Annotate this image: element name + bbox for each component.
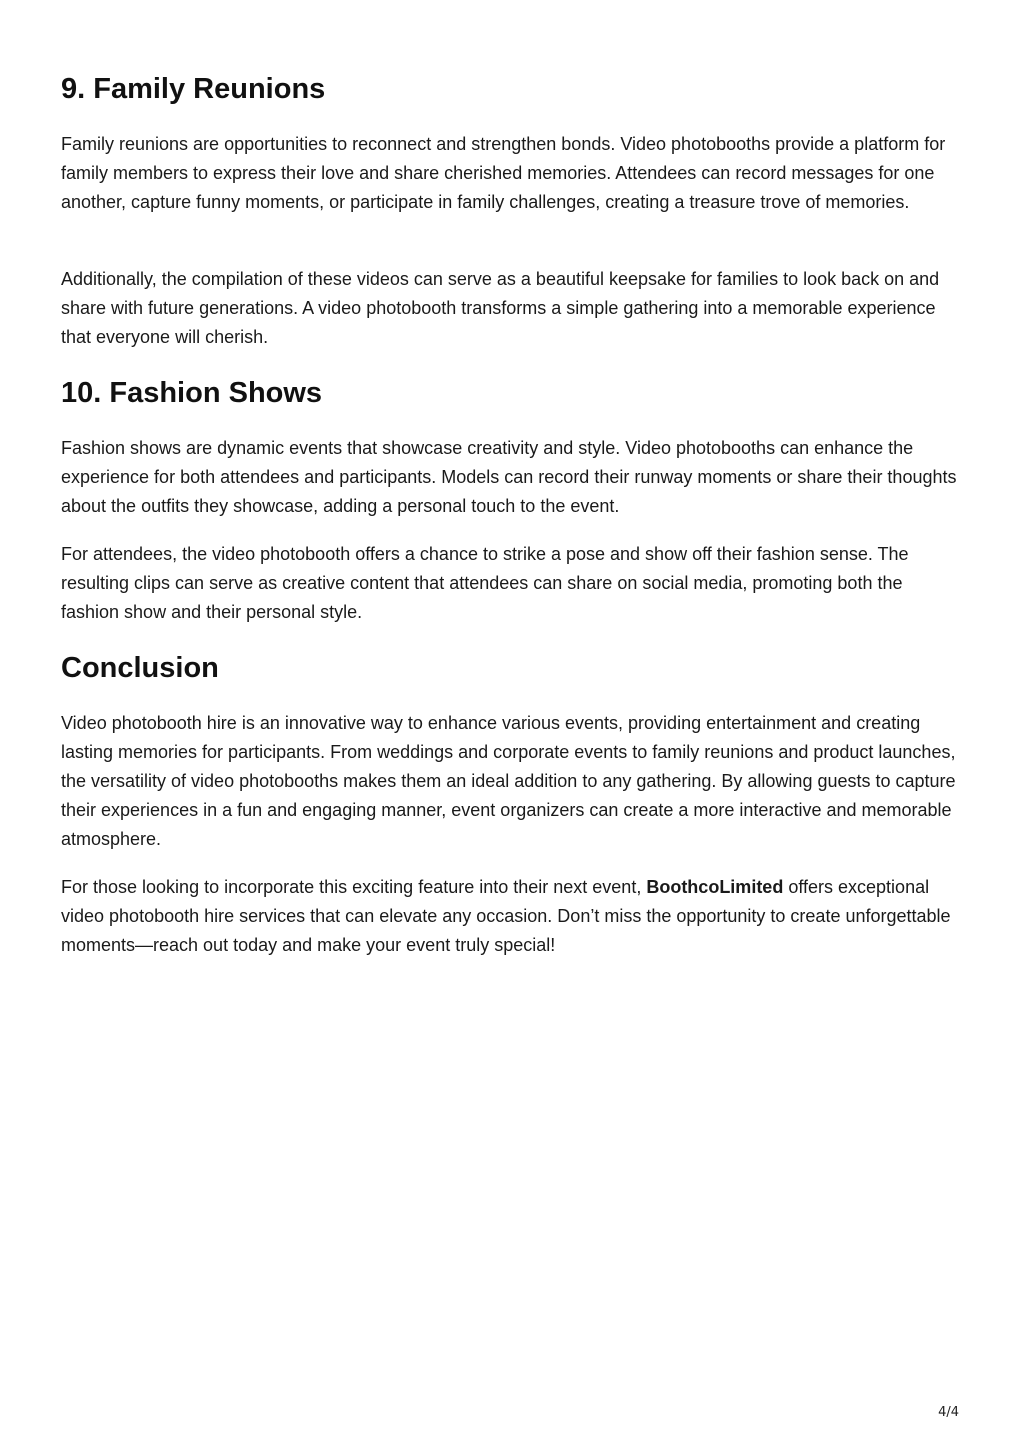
paragraph-family-reunions-1: Family reunions are opportunities to reconnect and strengthen bonds. Video photobooths provide a platform for family members to express their love and share cherished memories. Attendees can record messages for one another, capture funny moments, or participate in family challenges, creating a treasure trove of memories.	[61, 134, 946, 212]
page-number: 4/4	[938, 1405, 959, 1420]
paragraph-conclusion-2-tail: offers exceptional video photobooth hire services that can elevate any occasion. Don’t miss the opportunity to create unforgettable moments—reach out today and make your event truly special!	[61, 877, 951, 955]
paragraph-fashion-shows-1: Fashion shows are dynamic events that showcase creativity and style. Video photobooths can enhance the experience for both attendees and participants. Models can record their runway moments or share their thoughts about the outfits they showcase, adding a personal touch to the event.	[61, 438, 957, 516]
paragraph-conclusion-1: Video photobooth hire is an innovative way to enhance various events, providing entertainment and creating lasting memories for participants. From weddings and corporate events to family reunions and product launches, the versatility of video photobooths makes them an ideal addition to any gathering. By allowing guests to capture their experiences in a fun and engaging manner, event organizers can create a more interactive and memorable atmosphere.	[61, 713, 956, 849]
section-heading-family-reunions: 9. Family Reunions	[61, 73, 326, 105]
paragraph-family-reunions-2: Additionally, the compilation of these videos can serve as a beautiful keepsake for families to look back on and share with future generations. A video photobooth transforms a simple gathering into a memorable experience that everyone will cherish.	[61, 269, 940, 347]
brand-name: BoothcoLimited	[646, 877, 784, 897]
paragraph-conclusion-2-lead: For those looking to incorporate this exciting feature into their next event,	[61, 877, 647, 897]
section-heading-conclusion: Conclusion	[61, 652, 219, 684]
paragraph-fashion-shows-2: For attendees, the video photobooth offers a chance to strike a pose and show off their fashion sense. The resulting clips can serve as creative content that attendees can share on social media, promoting both the fashion show and their personal style.	[61, 544, 909, 622]
paragraph-conclusion-2	[61, 873, 961, 960]
section-heading-fashion-shows: 10. Fashion Shows	[61, 377, 323, 409]
